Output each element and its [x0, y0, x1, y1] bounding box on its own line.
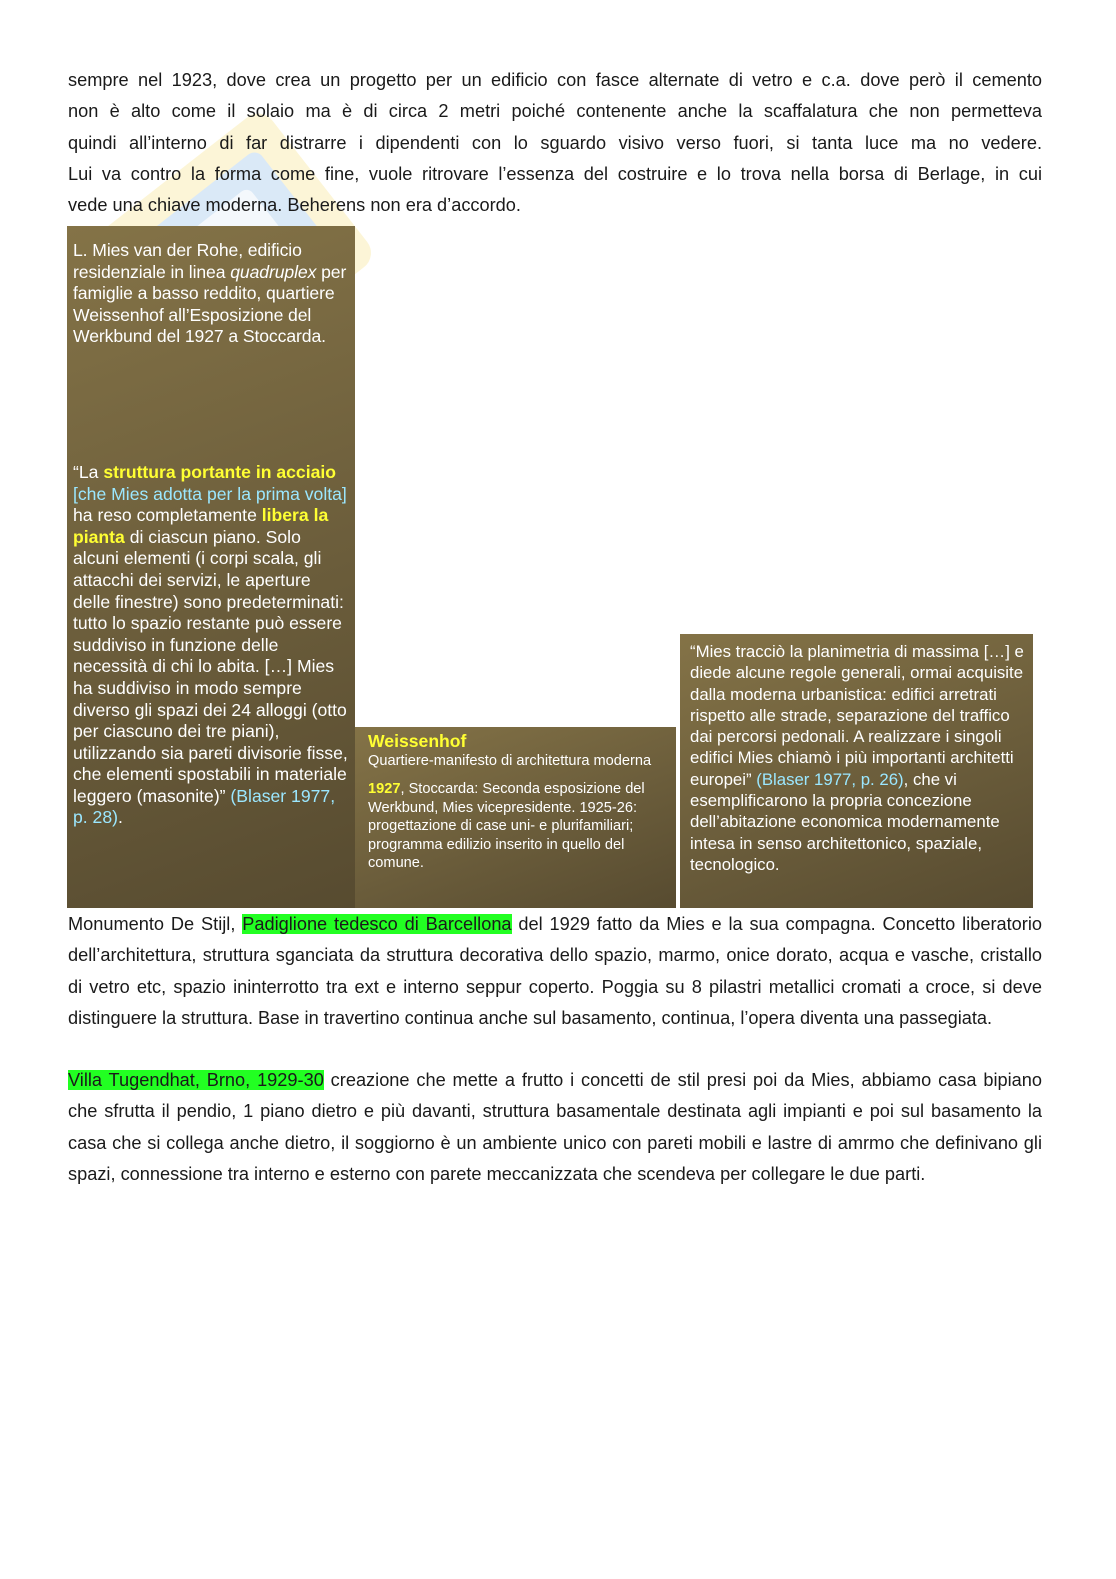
highlight-padiglione: Padiglione tedesco di Barcellona — [242, 914, 512, 934]
intro-line-3: quindi all’interno di far distrarre i dipendenti con lo sguardo visivo verso fuori, si tanta luce ma no vedere. — [68, 132, 1042, 153]
slide-panel-middle — [355, 727, 676, 908]
panel-text: 1927, Stoccarda: Seconda esposizione del Werkbund, Mies vicepresidente. 1925-26: progettazione di case uni- e plurifamiliari; programma edilizio inserito in quello del comune. — [368, 781, 645, 872]
intro-line-4: Lui va contro la forma come fine, vuole ritrovare l’essenza del costruire e lo trova nella borsa di Berlage, in cui — [68, 163, 1042, 184]
quote-citation: (Blaser 1977, p. 28) — [73, 785, 336, 828]
highlight-villa-tugendhat: Villa Tugendhat, Brno, 1929-30 — [68, 1070, 324, 1090]
panel-citation: (Blaser 1977, p. 26) — [751, 769, 904, 789]
intro-paragraph — [68, 65, 1042, 221]
intro-line-1: sempre nel 1923, dove crea un progetto per un edificio con fasce alternate di vetro e c.a. dove però il cemento — [68, 70, 1042, 90]
slide-caption: L. Mies van der Rohe, edificio residenziale in linea quadruplex per famiglie a basso reddito, quartiere Weissenhof all’Esposizione del Werkbund del 1927 a Stoccarda. — [73, 240, 347, 347]
body-paragraph-1: Monumento De Stijl, Padiglione tedesco di Barcellona del 1929 fatto da Mies e la sua compagna. Concetto liberatorio dell’architettura, struttura sganciata da struttura decorativa dello spazio, marmo, onice dorato, acqua e vasche, cristallo di vetro etc, spazio ininterrotto tra ext e interno seppur coperto. Poggia su 8 pilastri metallici cromati a croce, si deve distinguere la struttura. Base in travertino continua anche sul basamento, continua, l’opera diventa una passegiata. — [68, 914, 1043, 1028]
intro-line-5: vede una chiave moderna. Beherens non era d’accordo. — [68, 195, 521, 216]
slide-panel-right — [680, 634, 1033, 908]
panel-year: 1927 — [368, 781, 401, 798]
panel-quote: “Mies tracciò la planimetria di massima […] e diede alcune regole generali, ormai acquisite dalla moderna urbanistica: edifici arretrati rispetto alle strade, separazione del traffico dai percorsi pedonali. A realizzare i singoli edifici Mies chiamò i più importanti architetti europei” (Blaser 1977, p. 26), che vi esemplificarono la propria concezione dell’abitazione economica modernamente intesa in senso architettonico, spaziale, tecnologico. — [690, 642, 1024, 874]
quote-highlight-plan: libera la pianta — [73, 505, 329, 547]
panel-title: Weissenhof — [368, 731, 467, 751]
slide-panel-left — [67, 226, 355, 908]
panel-subtitle: Quartiere-manifesto di architettura moderna — [368, 753, 652, 769]
body-paragraph-2: Villa Tugendhat, Brno, 1929-30 creazione che mette a frutto i concetti de stil presi poi da Mies, abbiamo casa bipiano che sfrutta il pendio, 1 piano dietro e più davanti, struttura basamentale destinata agli impianti e poi sul basamento la casa che si collega anche dietro, il soggiorno è un ambiente unico con pareti mobili e lastre di amrmo che definivano gli spazi, connessione tra interno e esterno con parete meccanizzata che scendeva per collegare le due parti. — [68, 1070, 1042, 1184]
intro-line-2: non è alto come il solaio ma è di circa 2 metri poiché contenente anche la scaffalatura che non permetteva — [68, 101, 1042, 122]
slide-quote: “La struttura portante in acciaio [che Mies adotta per la prima volta] ha reso completamente libera la pianta di ciascun piano. Solo alcuni elementi (i corpi scala, gli attacchi dei servizi, le aperture delle finestre) sono predeterminati: tutto lo spazio restante può essere suddiviso in funzione delle necessità di chi lo abita. […] Mies ha suddiviso in modo sempre diverso gli spazi dei 24 alloggi (otto per ciascuno dei tre piani), utilizzando sia pareti divisorie fisse, che elementi spostabili in materiale leggero (masonite)” (Blaser 1977, p. 28). — [73, 461, 348, 828]
quote-highlight-structure: struttura portante in acciaio — [103, 461, 336, 482]
